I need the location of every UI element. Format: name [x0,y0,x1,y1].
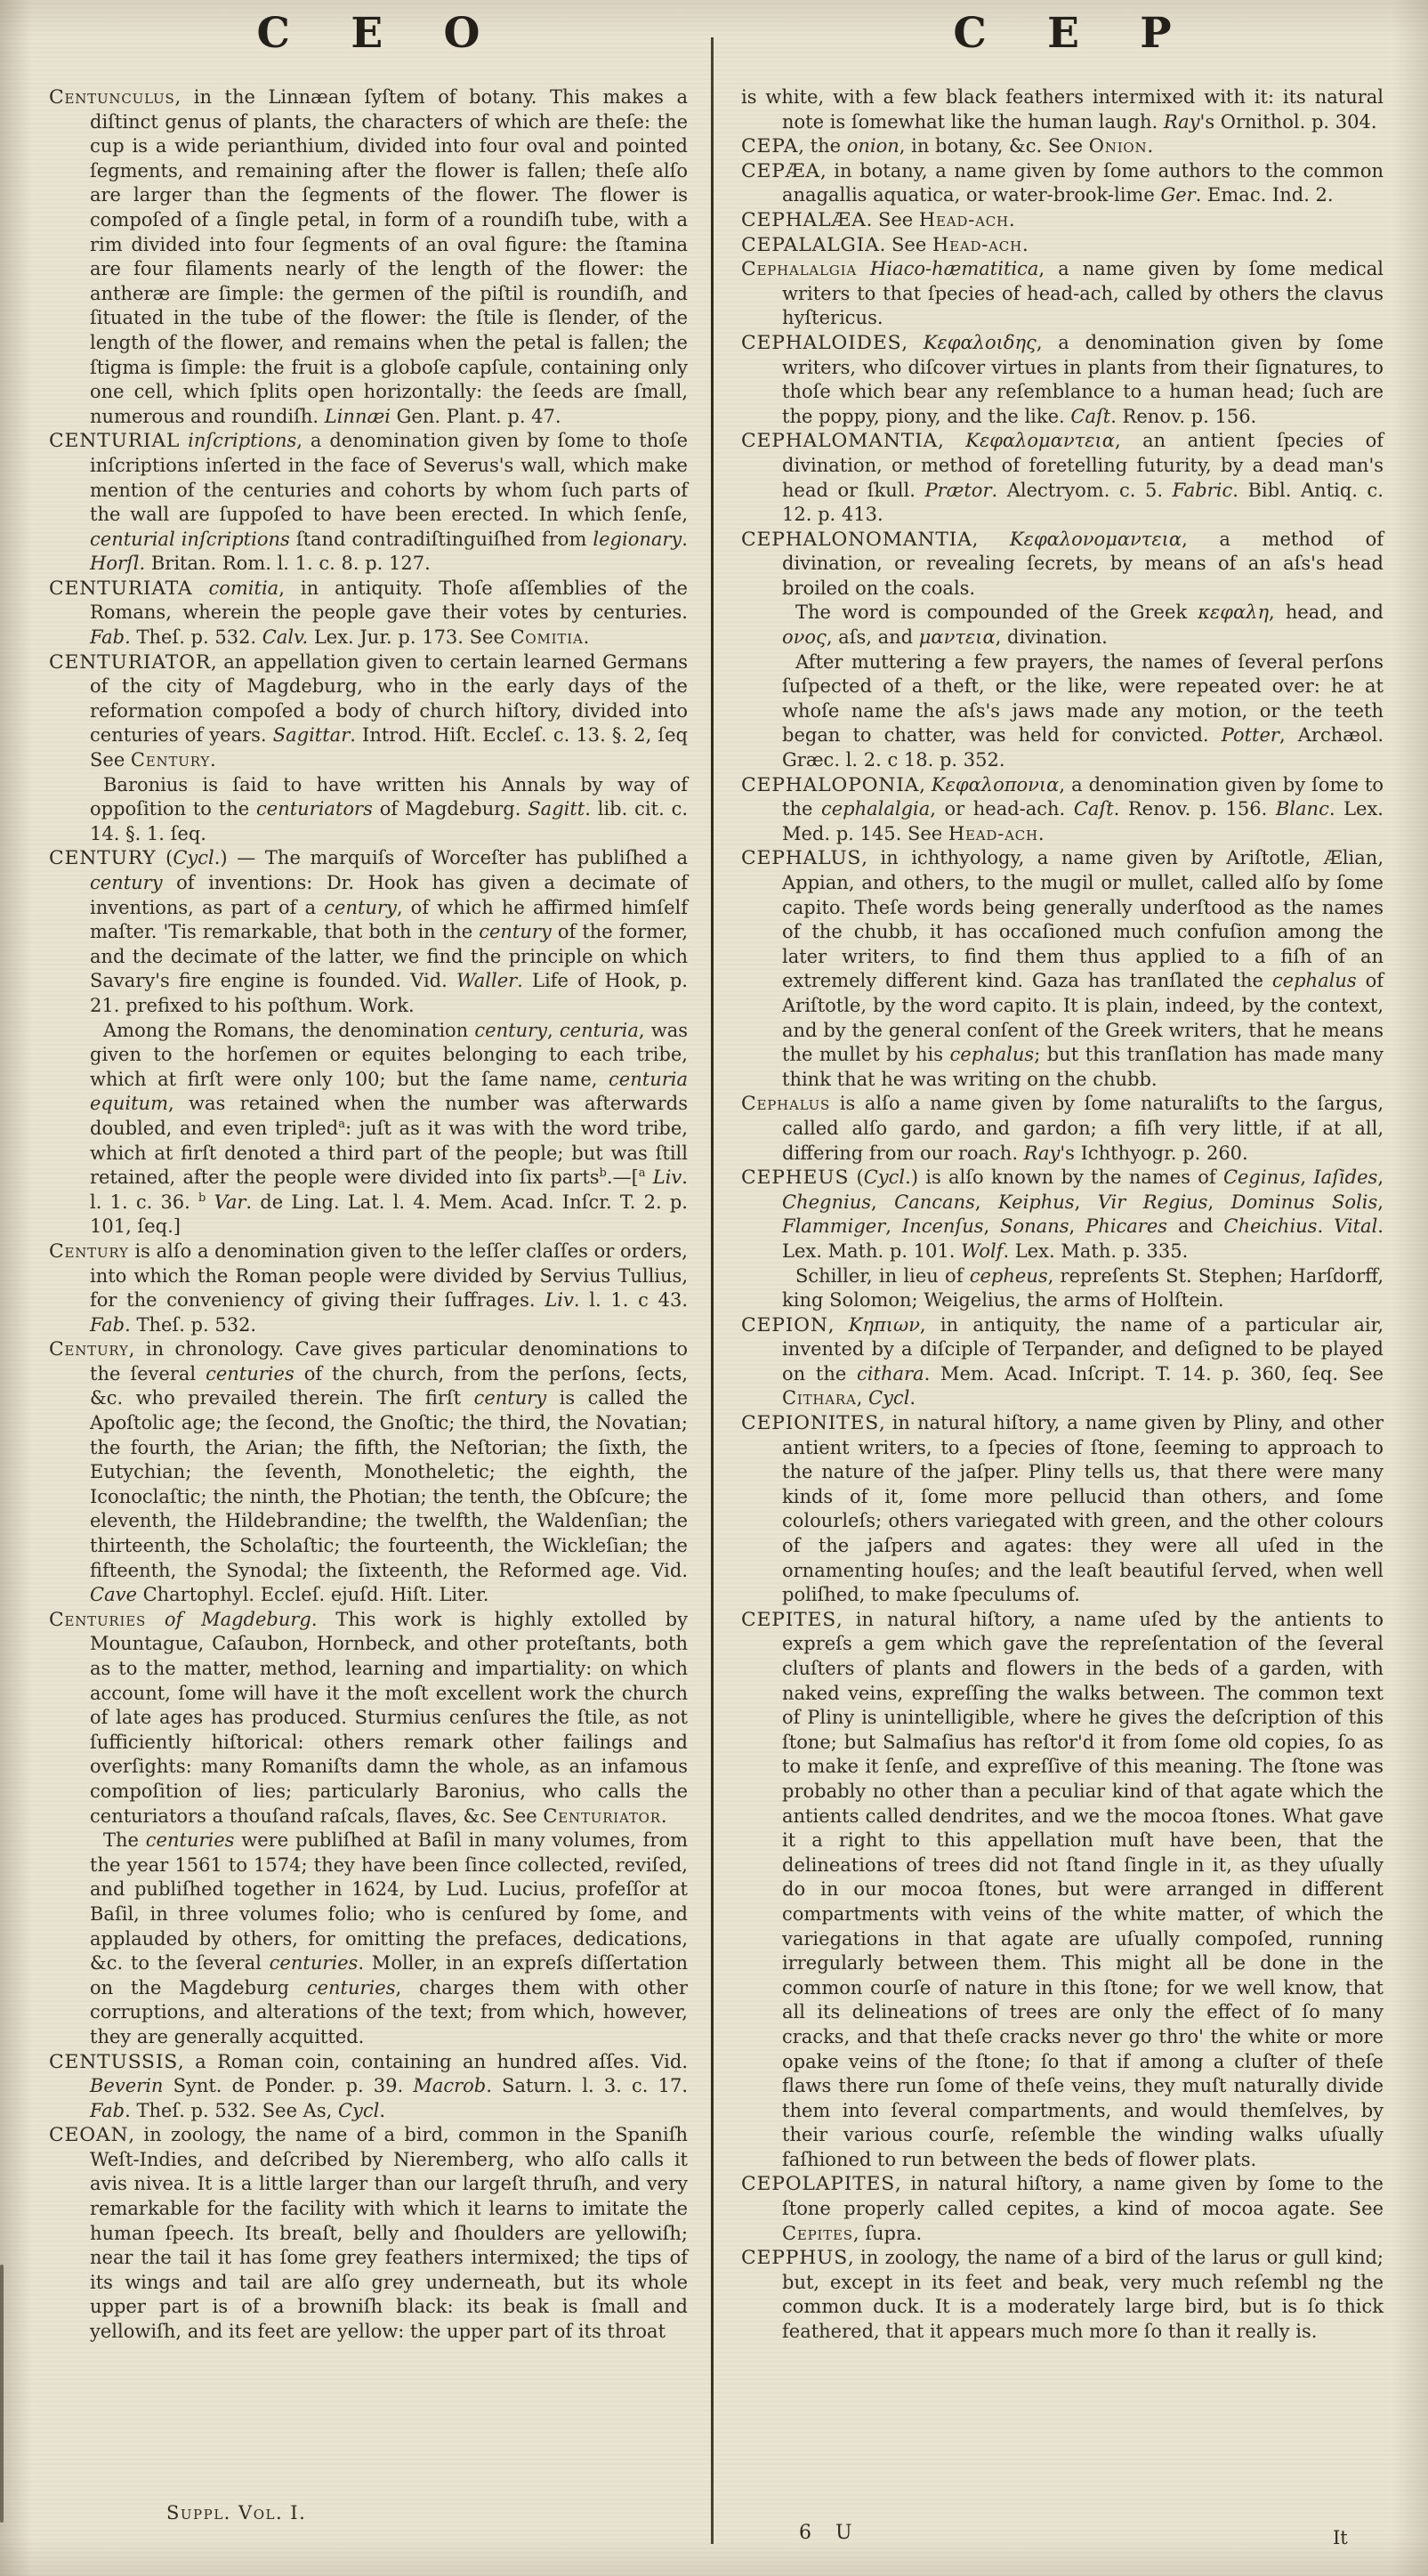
column-divider-rule [711,37,714,2544]
dictionary-entry: Centunculus, in the Linnæan ſyſtem of botany. This makes a diſtinct genus of plants, the characters of which are theſe: the cup is a wide perianthium, divided into four oval and pointed ſegments, and remaining after the flower is fallen; theſe alſo are larger than the ſegments of the flower. The flower is compoſed of a ſingle petal, in form of a roundiſh tube, with a rim divided into four ſegments of an oval figure: the ſtamina are four filaments nearly of the length of the flower: the antheræ are ſimple: the germen of the piſtil is roundiſh, and ſituated in the tube of the flower: the ſtile is ſlender, of the length of the flower, and remains when the petal is fallen; the ſtigma is ſimple: the fruit is a globoſe capſule, containing only one cell, which ſplits open horizontally: the ſeeds are ſmall, numerous and roundiſh. Linnæi Gen. Plant. p. 47. [49,86,688,427]
entry-paragraph: The centuries were publiſhed at Baſil in many volumes, from the year 1561 to 1574; they have been ſince collected, reviſed, and publiſhed together in 1624, by Lud. Lucius, profeſſor at Baſil, in three volumes folio; who is cenſured by ſome, and applauded by others, for omitting the prefaces, dedications, &c. to the ſeveral centuries. Moller, in an expreſs diſſertation on the Magdeburg centuries, charges them with other corruptions, and alterations of the text; from which, however, they are generally acquitted. [90,1829,689,2047]
dictionary-entry: CEPHALOPONIA, Κεφαλοπονια, a denomination given by ſome to the cephalalgia, or head-ach. Caſt. Renov. p. 156. Blanc. Lex. Med. p. 145. See Head-ach. [741,773,1384,844]
dictionary-entry: CEPHALOMANTIA, Κεφαλομαντεια, an antient ſpecies of divination, or method of foretelling futurity, by a dead man's head or ſkull. Prætor. Alectryom. c. 5. Fabric. Bibl. Antiq. c. 12. p. 413. [741,430,1384,526]
italic-text: onion [846,135,900,157]
dictionary-entry: CEPIONITES, in natural hiſtory, a name given by Pliny, and other antient writers, to a ſpecies of ſtone, ſeeming to approach to the nature of the jaſper. Pliny tells us, that there were many kinds of it, ſome more pellucid than others, and ſome colourleſs; others variegated with green, and the other colours of the jaſpers and agates: they were all uſed in the ornamenting houſes; and the leaſt beautiful ſerved, when well poliſhed, to make ſpeculums of. [741,1412,1384,1606]
italic-text: Dominus Solis [1230,1191,1378,1213]
footnote-marker: b [599,1167,607,1181]
left-text-column [49,85,688,2345]
italic-text: Κεφαλοιδης [923,331,1037,353]
italic-text: Caſt [1073,798,1114,820]
entry-headword: CEPHALÆA [741,208,867,231]
italic-text: Fab [90,1313,125,1336]
italic-text: Flammiger [782,1215,886,1238]
italic-text: Caſt [1070,405,1111,427]
italic-text: Horſl. [90,553,146,575]
dictionary-entry: Centuries of Magdeburg. This work is highly extolled by Mountague, Caſaubon, Hornbeck, and other proteſtants, both as to the matter, method, learning and impartiality: on which account, ſome will have it the moſt excellent work the church of late ages has produced. Sturmius cenſures the ſtile, as not ſufficiently hiſtorical: others remark other failings and overſights: many Romaniſts damn the whole, as an infamous compoſition of lies; particularly Baronius, who calls the centuriators a thouſand raſcals, ſlaves, &c. See Centuriator. [49,1608,688,1827]
cross-reference: Cithara [782,1387,857,1409]
entry-headword: CEPÆA [741,159,820,182]
italic-text: century [90,872,163,893]
italic-text: Cheichius [1223,1215,1318,1238]
italic-text: Sagittar [272,724,351,747]
italic-text: centuria [559,1019,639,1041]
italic-text: Vital [1334,1215,1378,1238]
entry-headword: Cephalalgia [741,258,857,281]
footnote-marker: a [638,1167,646,1181]
italic-text: centuries [145,1829,235,1852]
entry-headword: CEPITES [741,1608,836,1631]
entry-headword: CEPALALGIA [741,233,880,256]
running-head-right: C E P [953,9,1195,58]
italic-text: Iaſides [1313,1167,1378,1189]
dictionary-entry: CEPA, the onion, in botany, &c. See Onion. [741,135,1154,158]
italic-text: Keiphus [998,1191,1075,1213]
dictionary-entry: Cephalus is alſo a name given by ſome naturaliſts to the ſargus, called alſo gardo, and gardon; a fiſh very little, if at all, differing from our roach. Ray's Ichthyogr. p. 260. [741,1093,1384,1164]
italic-text: Wolf [961,1240,1004,1262]
dictionary-entry: CEPHALONOMANTIA, Κεφαλονομαντεια, a method of divination, or revealing ſecrets, by means of an aſs's head broiled on the coals. [741,528,1384,599]
italic-text: Κηπιων [848,1313,920,1336]
italic-text: Waller [456,970,518,992]
entry-headword: CEPHALUS [741,847,862,870]
italic-text: cithara [857,1362,924,1385]
entry-headword: Century [49,1338,129,1361]
italic-text: Ceginus [1222,1167,1301,1189]
running-head-left: C E O [256,9,504,58]
italic-text: century [324,896,397,918]
italic-text: Cave [90,1584,137,1606]
italic-text: Κεφαλοπονια [931,773,1060,795]
entry-headword: CEOAN [49,2124,129,2147]
entry-headword: CEPHALOIDES [741,331,902,354]
italic-text: of Magdeburg [164,1608,311,1630]
entry-headword: CEPIONITES [741,1412,880,1435]
italic-text: Beverin [90,2075,164,2097]
italic-text: legionary [593,528,682,550]
italic-text: Fab [90,2099,125,2121]
dictionary-entry: Century is alſo a denomination given to the leſſer claſſes or orders, into which the Roman people were divided by Servius Tullius, for the conveniency of giving their ſuffrages. Liv. l. 1. c 43. Fab. Theſ. p. 532. [49,1240,688,1336]
italic-text: cepheus [969,1264,1048,1287]
entry-headword: CEPHEUS [741,1167,850,1190]
italic-text: Hiaco-hæmatitica [870,258,1039,280]
dictionary-entry: CEPOLAPITES, in natural hiſtory, a name given by ſome to the ſtone properly called cepites, a kind of mocoa agate. See Cepites, ſupra. [741,2173,1384,2244]
cross-reference: Cepites [782,2222,853,2244]
dictionary-entry: CEPHALÆA. See Head-ach. [741,208,1015,231]
italic-text: Κεφαλομαντεια [965,430,1115,452]
italic-text: Prætor [924,479,992,501]
italic-text: Fabric [1172,479,1233,501]
italic-text: inſcriptions [188,430,297,452]
italic-text: centurial inſcriptions [90,528,290,550]
italic-text: Cancans [894,1191,975,1213]
entry-headword: CEPHALOPONIA [741,773,920,796]
dictionary-entry: CENTURY (Cycl.) — The marquiſs of Worceſter has publiſhed a century of inventions: Dr. Hook has given a decimate of inventions, as part of a century, of which he affirmed himſelf maſter. 'Tis remarkable, that both in the century of the former, and the decimate of the latter, we find the principle on which Savary's fire engine is founded. Vid. Waller. Life of Hook, p. 21. prefixed to his poſthum. Work. [49,847,688,1016]
italic-text: century [479,921,552,943]
dictionary-entry: CENTURIATA comitia, in antiquity. Thoſe aſſemblies of the Romans, wherein the people gave their votes by centuries. Fab. Theſ. p. 532. Calv. Lex. Jur. p. 173. See Comitia. [49,577,688,649]
dictionary-entry: is white, with a few black feathers intermixed with it: its natural note is ſomewhat like the human laugh. Ray's Ornithol. p. 304. [741,86,1384,133]
entry-headword: CEPPHUS [741,2247,848,2270]
italic-text: Phicares [1085,1215,1168,1238]
page-edge-mark [0,2265,4,2523]
italic-text: Sagitt [528,798,585,820]
cross-reference: Onion [1088,135,1148,157]
entry-paragraph: Among the Romans, the denomination century, centuria, was given to the horſemen or equites belonging to each tribe, which at firſt were only 100; but the ſame name, centuria equitum, was retained when the number was afterwards doubled, and even tripled$^a$: juſt as it was with the word tribe, which at firſt denoted a third part of the people; but was ſtill retained, after the people were divided into ſix parts$^b$.—[$^a$ Liv. l. 1. c. 36. $^b$ Var. de Ling. Lat. l. 4. Mem. Acad. Inſcr. T. 2. p. 101, ſeq.] [90,1019,688,1238]
italic-text: Calv. [262,626,309,649]
entry-headword: CENTUSSIS [49,2050,178,2073]
italic-text: Liv [545,1289,574,1312]
italic-text: centuria equitum [90,1068,688,1115]
footnote-marker: b [198,1191,206,1205]
italic-text: Cycl [337,2099,380,2121]
italic-text: Potter [1221,724,1279,747]
italic-text: cephalus [1271,970,1357,992]
italic-text: Chegnius [782,1191,872,1213]
italic-text: Liv [652,1167,682,1189]
entry-headword: CENTURIATA [49,577,193,600]
italic-text: μαντεια [918,626,996,649]
italic-text: Ray [1023,1142,1061,1164]
signature-mark: 6 U [799,2522,861,2544]
italic-text: Κεφαλονομαντεια [1009,528,1182,550]
italic-text: Fab. [90,626,131,649]
italic-text: centuriators [256,798,373,820]
italic-text: Linnæi [324,405,391,427]
dictionary-entry: CENTURIAL inſcriptions, a denomination given by ſome to thoſe inſcriptions inſerted in the face of Severus's wall, which make mention of the centuries and cohorts by whom ſuch parts of the wall are ſuppoſed to have been erected. In which ſenſe, centurial inſcriptions ſtand contradiſtinguiſhed from legionary. Horſl. Britan. Rom. l. 1. c. 8. p. 127. [49,430,688,575]
entry-headword: CEPA [741,135,799,158]
dictionary-entry: CENTUSSIS, a Roman coin, containing an hundred aſſes. Vid. Beverin Synt. de Ponder. p. 39. Macrob. Saturn. l. 3. c. 17. Fab. Theſ. p. 532. See As, Cycl. [49,2050,688,2121]
italic-text: κεφαλη [1198,602,1270,624]
dictionary-entry: CEPION, Κηπιων, in antiquity, the name of a particular air, invented by a diſciple of Terpander, and deſigned to be played on the cithara. Mem. Acad. Inſcript. T. 14. p. 360, ſeq. See Cithara, Cycl. [741,1313,1384,1409]
italic-text: Blanc [1275,798,1329,820]
italic-text: ονος [782,626,827,649]
catchword: It [1333,2527,1348,2548]
dictionary-entry: CEPPHUS, in zoology, the name of a bird of the larus or gull kind; but, except in its feet and beak, very much reſembl ng the common duck. It is a moderately large bird, but is ſo thick feathered, that it appears much more ſo than it really is. [741,2247,1384,2343]
dictionary-entry: CEPHALUS, in ichthyology, a name given by Ariſtotle, Ælian, Appian, and others, to the mugil or mullet, called alſo by ſome capito. Theſe words being generally underſtood as the names of the chubb, it has occaſioned much confuſion among the later writers, to find them thus applied to a fiſh of an extremely different kind. Gaza has tranſlated the cephalus of Ariſtotle, by the word capito. It is plain, indeed, by the context, and by the general conſent of the Greek writers, that he means the mullet by his cephalus; but this tranſlation has made many think that he was writing on the chubb. [741,847,1384,1090]
entry-headword: Centuries [49,1608,147,1631]
entry-paragraph: Baronius is ſaid to have written his Annals by way of oppoſition to the centuriators of Magdeburg. Sagitt. lib. cit. c. 14. §. 1. ſeq. [90,773,689,844]
cross-reference: Centuriator [543,1805,661,1827]
entry-headword: CENTURIATOR [49,650,212,674]
volume-footer: Suppl. Vol. I. [166,2502,307,2524]
cross-reference: Comitia [510,626,584,649]
entry-paragraph: The word is compounded of the Greek κεφαλη, head, and ονος, aſs, and μαντεια, divination. [782,602,1384,649]
entry-headword: CEPOLAPITES [741,2173,896,2196]
entry-headword: CEPION [741,1313,828,1336]
italic-text: Cycl [173,847,214,869]
entry-paragraph: After muttering a few prayers, the names of ſeveral perſons ſuſpected of a theft, or the like, were repeated over: he at whoſe name the aſs's jaws made any motion, or the teeth began to chatter, was held for convicted. Potter, Archæol. Græc. l. 2. c 18. p. 352. [782,650,1384,771]
italic-text: centuries [206,1362,294,1385]
italic-text: Vir Regius [1097,1191,1208,1213]
italic-text: century [474,1019,547,1041]
entry-headword: Cephalus [741,1093,831,1116]
dictionary-entry: CEPHALOIDES, Κεφαλοιδης, a denomination given by ſome writers, who diſcover virtues in plants from their ſignatures, to thoſe which bear any reſemblance to a human head; ſuch are the poppy, piony, and the like. Caſt. Renov. p. 156. [741,331,1384,427]
italic-text: Var [214,1191,246,1213]
cross-reference: Century [130,749,211,771]
entry-headword: CEPHALOMANTIA [741,430,939,453]
right-text-column [741,85,1384,2345]
entry-headword: Century [49,1240,129,1263]
dictionary-entry: CEPÆA, in botany, a name given by ſome authors to the common anagallis aquatica, or water-brook-lime Ger. Emac. Ind. 2. [741,159,1384,206]
italic-text: Macrob [413,2075,487,2097]
dictionary-entry: CEPALALGIA. See Head-ach. [741,233,1029,256]
dictionary-entry: CENTURIATOR, an appellation given to certain learned Germans of the city of Magdeburg, who in the early days of the reformation compoſed a body of church hiſtory, divided into centuries of years. Sagittar. Introd. Hiſt. Eccleſ. c. 13. §. 2, ſeq See Century. [49,650,689,771]
italic-text: centuries [306,1976,396,1999]
italic-text: century [473,1387,547,1409]
dictionary-entry: Cephalalgia Hiaco-hæmatitica, a name given by ſome medical writers to that ſpecies of head-ach, called by others the clavus hyſtericus. [741,258,1384,329]
italic-text: Ray [1163,110,1200,133]
italic-text: cephalus [949,1044,1035,1066]
italic-text: centuries [269,1952,359,1974]
italic-text: Ger [1160,184,1196,206]
italic-text: comitia [208,577,279,599]
italic-text: Incenſus [901,1215,984,1238]
dictionary-entry: CEPHEUS (Cycl.) is alſo known by the names of Ceginus, Iaſides, Chegnius, Cancans, Keiphus, Vir Regius, Dominus Solis, Flammiger, Incenſus, Sonans, Phicares and Cheichius. Vital. Lex. Math. p. 101. Wolf. Lex. Math. p. 335. [741,1167,1384,1262]
italic-text: Sonans [1000,1215,1069,1238]
entry-headword: CENTURY [49,847,157,870]
entry-headword: Centunculus [49,86,175,109]
italic-text: Cycl [863,1167,906,1189]
footnote-marker: a [338,1117,345,1131]
entry-headword: CENTURIAL [49,430,181,453]
cross-reference: Head-ach [932,233,1022,255]
cross-reference: Head-ach [918,208,1009,230]
italic-text: cephalalgia [820,798,931,820]
entry-headword: CEPHALONOMANTIA [741,528,972,551]
entry-paragraph: Schiller, in lieu of cepheus, repreſents St. Stephen; Harſdorff, king Solomon; Weigelius, the arms of Holſtein. [782,1264,1384,1312]
italic-text: Cycl [868,1387,910,1409]
dictionary-entry: Century, in chronology. Cave gives particular denominations to the ſeveral centuries of the church, from the perſons, ſects, &c. who prevailed therein. The firſt century is called the Apoſtolic age; the ſecond, the Gnoſtic; the third, the Novatian; the fourth, the Arian; the fifth, the Neſtorian; the ſixth, the Eutychian; the ſeventh, Monotheletic; the eighth, the Iconoclaſtic; the ninth, the Photian; the tenth, the Obſcure; the eleventh, the Hildebrandine; the twelfth, the Waldenſian; the thirteenth, the Scholaſtic; the fourteenth, the Wickleſian; the fifteenth, the Synodal; the ſixteenth, the Reformed age. Vid. Cave Chartophyl. Eccleſ. ejuſd. Hiſt. Liter. [49,1338,688,1606]
dictionary-entry: CEPITES, in natural hiſtory, a name uſed by the antients to expreſs a gem which gave the repreſentation of the ſeveral cluſters of plants and flowers in the beds of a garden, with naked veins, expreſſing the walks between. The common text of Pliny is unintelligible, where he gives the deſcription of this ſtone; but Salmaſius has reſtor'd it from ſome old copies, ſo as to make it ſenſe, and expreſſive of this meaning. The ſtone was probably no other than a peculiar kind of that agate which the antients called dendrites, and we the mocoa ſtones. What gave it a right to this appellation muſt have been, that the delineations of trees did not ſtand ſingle in it, as they uſually do in our mocoa ſtones, but were arranged in different compartments with veins of the white matter, of which the variegations in that agate are uſually compoſed, running irregularly between them. This might all be done in the common courſe of nature in this ſtone; for we well know, that all its delineations of trees are only the effect of ſo many cracks, and that theſe cracks never go thro' the white or more opake veins of the ſtone; ſo that if among a cluſter of theſe flaws there run ſome of theſe veins, they muſt naturally divide them into ſeveral compartments, and would themſelves, by their various courſe, reſemble the winding walks uſually faſhioned to run between the beds of flower plats. [741,1608,1384,2170]
cross-reference: Head-ach [948,822,1038,844]
dictionary-entry: CEOAN, in zoology, the name of a bird, common in the Spaniſh Weſt-Indies, and deſcribed by Nieremberg, who alſo calls it avis nivea. It is a little larger than our largeſt thruſh, and very remarkable for the facility with which it learns to imitate the human ſpeech. Its breaſt, belly and ſhoulders are yellowiſh; near the tail it has ſome grey feathers intermixed; the tips of its wings and tail are alſo grey underneath, but its whole upper part is of a browniſh black: its beak is ſmall and yellowiſh, and its feet are yellow: the upper part of its throat [49,2124,688,2343]
